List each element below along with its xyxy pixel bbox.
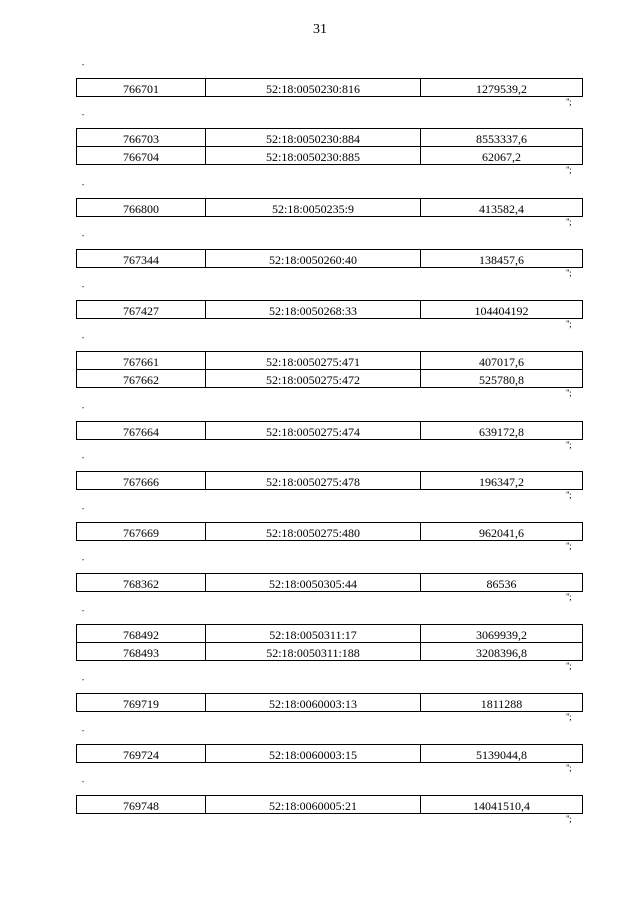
table-row xyxy=(77,694,583,712)
open-quote-mark: " xyxy=(82,407,85,413)
close-quote-mark: "; xyxy=(566,319,572,329)
cadastral-number-cell: 52:18:0050275:471 xyxy=(206,352,421,370)
table-row xyxy=(77,574,583,592)
table-row xyxy=(77,796,583,814)
row-number-cell: 766701 xyxy=(77,79,206,97)
cadastral-number-cell: 52:18:0050235:9 xyxy=(206,199,421,217)
registry-table xyxy=(76,198,583,217)
row-number-cell: 767669 xyxy=(77,523,206,541)
value-cell: 3208396,8 xyxy=(421,643,583,661)
value-cell: 138457,6 xyxy=(421,250,583,268)
value-cell: 407017,6 xyxy=(421,352,583,370)
registry-table xyxy=(76,249,583,268)
registry-table xyxy=(76,421,583,440)
open-quote-mark: " xyxy=(82,64,85,70)
close-quote-mark: "; xyxy=(566,268,572,278)
close-quote-mark: "; xyxy=(566,541,572,551)
cadastral-number-cell: 52:18:0060003:15 xyxy=(206,745,421,763)
open-quote-mark: " xyxy=(82,781,85,787)
value-cell: 104404192 xyxy=(421,301,583,319)
close-quote-mark: "; xyxy=(566,490,572,500)
close-quote-mark: "; xyxy=(566,388,572,398)
row-number-cell: 767664 xyxy=(77,422,206,440)
open-quote-mark: " xyxy=(82,286,85,292)
close-quote-mark: "; xyxy=(566,661,572,671)
registry-table xyxy=(76,573,583,592)
cadastral-number-cell: 52:18:0050275:478 xyxy=(206,472,421,490)
open-quote-mark: " xyxy=(82,679,85,685)
row-number-cell: 767344 xyxy=(77,250,206,268)
value-cell: 525780,8 xyxy=(421,370,583,388)
cadastral-number-cell: 52:18:0050311:17 xyxy=(206,625,421,643)
open-quote-mark: " xyxy=(82,610,85,616)
value-cell: 8553337,6 xyxy=(421,129,583,147)
close-quote-mark: "; xyxy=(566,217,572,227)
value-cell: 5139044,8 xyxy=(421,745,583,763)
page-number: 31 xyxy=(313,22,327,37)
open-quote-mark: " xyxy=(82,559,85,565)
value-cell: 413582,4 xyxy=(421,199,583,217)
close-quote-mark: "; xyxy=(566,712,572,722)
cadastral-number-cell: 52:18:0050268:33 xyxy=(206,301,421,319)
value-cell: 962041,6 xyxy=(421,523,583,541)
cadastral-number-cell: 52:18:0060005:21 xyxy=(206,796,421,814)
table-row xyxy=(77,129,583,147)
value-cell: 14041510,4 xyxy=(421,796,583,814)
row-number-cell: 769719 xyxy=(77,694,206,712)
cadastral-number-cell: 52:18:0050260:40 xyxy=(206,250,421,268)
table-row xyxy=(77,147,583,165)
cadastral-number-cell: 52:18:0050275:474 xyxy=(206,422,421,440)
open-quote-mark: " xyxy=(82,114,85,120)
registry-table xyxy=(76,744,583,763)
cadastral-number-cell: 52:18:0050275:480 xyxy=(206,523,421,541)
row-number-cell: 767666 xyxy=(77,472,206,490)
row-number-cell: 766800 xyxy=(77,199,206,217)
cadastral-number-cell: 52:18:0060003:13 xyxy=(206,694,421,712)
close-quote-mark: "; xyxy=(566,440,572,450)
cadastral-number-cell: 52:18:0050230:885 xyxy=(206,147,421,165)
table-row xyxy=(77,422,583,440)
close-quote-mark: "; xyxy=(566,814,572,824)
registry-table xyxy=(76,795,583,814)
open-quote-mark: " xyxy=(82,184,85,190)
row-number-cell: 766704 xyxy=(77,147,206,165)
row-number-cell: 768492 xyxy=(77,625,206,643)
row-number-cell: 768493 xyxy=(77,643,206,661)
open-quote-mark: " xyxy=(82,235,85,241)
registry-table xyxy=(76,128,583,165)
table-row xyxy=(77,250,583,268)
open-quote-mark: " xyxy=(82,508,85,514)
table-row xyxy=(77,199,583,217)
close-quote-mark: "; xyxy=(566,763,572,773)
cadastral-number-cell: 52:18:0050275:472 xyxy=(206,370,421,388)
table-row xyxy=(77,472,583,490)
row-number-cell: 767427 xyxy=(77,301,206,319)
table-row xyxy=(77,745,583,763)
table-row xyxy=(77,352,583,370)
close-quote-mark: "; xyxy=(566,592,572,602)
table-row xyxy=(77,523,583,541)
open-quote-mark: " xyxy=(82,337,85,343)
table-row xyxy=(77,370,583,388)
value-cell: 62067,2 xyxy=(421,147,583,165)
cadastral-number-cell: 52:18:0050305:44 xyxy=(206,574,421,592)
row-number-cell: 767662 xyxy=(77,370,206,388)
registry-table xyxy=(76,471,583,490)
table-row xyxy=(77,643,583,661)
value-cell: 1811288 xyxy=(421,694,583,712)
registry-table xyxy=(76,351,583,388)
registry-table xyxy=(76,693,583,712)
table-row xyxy=(77,625,583,643)
row-number-cell: 769748 xyxy=(77,796,206,814)
value-cell: 86536 xyxy=(421,574,583,592)
close-quote-mark: "; xyxy=(566,165,572,175)
table-row xyxy=(77,301,583,319)
registry-table xyxy=(76,522,583,541)
value-cell: 1279539,2 xyxy=(421,79,583,97)
table-row xyxy=(77,79,583,97)
close-quote-mark: "; xyxy=(566,97,572,107)
row-number-cell: 768362 xyxy=(77,574,206,592)
cadastral-number-cell: 52:18:0050230:816 xyxy=(206,79,421,97)
value-cell: 196347,2 xyxy=(421,472,583,490)
row-number-cell: 766703 xyxy=(77,129,206,147)
registry-table xyxy=(76,624,583,661)
cadastral-number-cell: 52:18:0050311:188 xyxy=(206,643,421,661)
row-number-cell: 767661 xyxy=(77,352,206,370)
registry-table xyxy=(76,300,583,319)
open-quote-mark: " xyxy=(82,457,85,463)
row-number-cell: 769724 xyxy=(77,745,206,763)
value-cell: 639172,8 xyxy=(421,422,583,440)
registry-table xyxy=(76,78,583,97)
cadastral-number-cell: 52:18:0050230:884 xyxy=(206,129,421,147)
value-cell: 3069939,2 xyxy=(421,625,583,643)
open-quote-mark: " xyxy=(82,730,85,736)
